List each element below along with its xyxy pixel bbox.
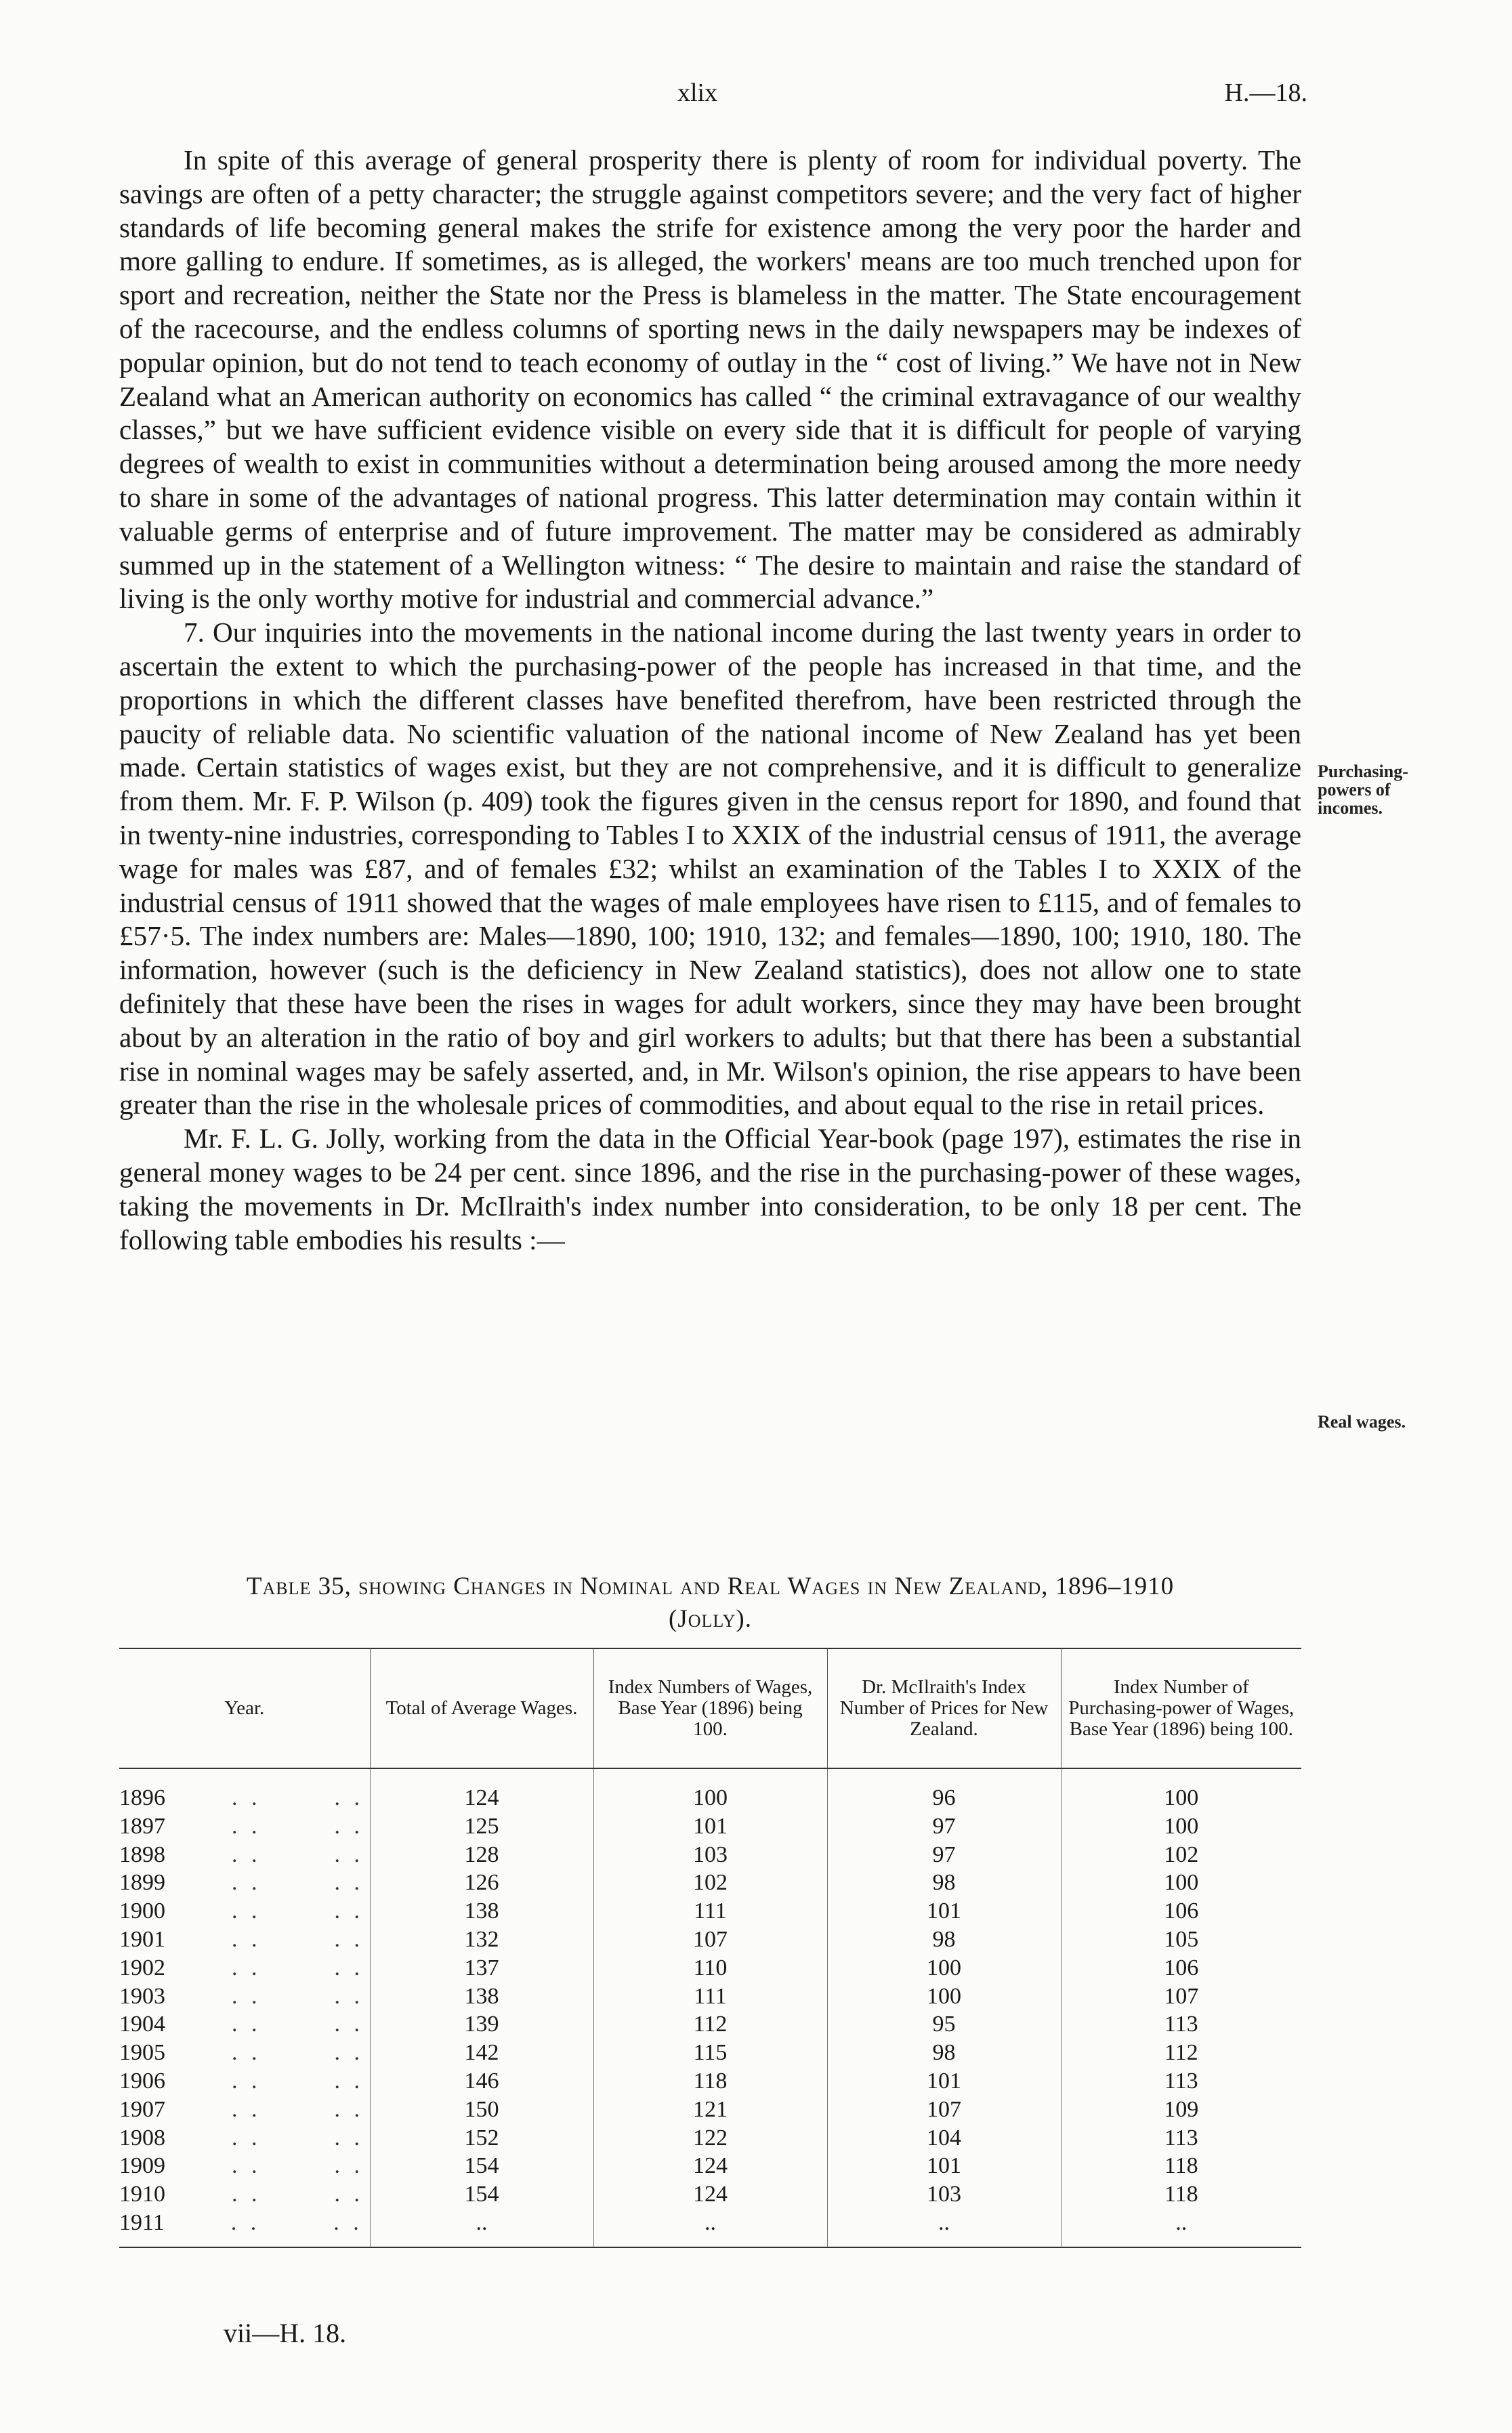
year-label: 1896 [119,1785,165,1810]
year-label: 1897 [119,1813,165,1839]
leader-dots: . . [232,1955,261,1980]
margin-note-purchasing-power: Purchasing-powers of incomes. [1318,762,1408,818]
leader-dots: . . [232,2012,261,2037]
cell-purchasing-power: 105 [1061,1926,1301,1954]
cell-price-index: 98 [827,1926,1061,1954]
cell-purchasing-power: 118 [1061,2152,1301,2180]
leader-dots: . . [334,2125,364,2150]
cell-total-wages: 125 [370,1812,593,1841]
cell-wage-index: 101 [593,1812,827,1841]
leader-dots: . . [334,1813,364,1839]
cell-purchasing-power: 106 [1061,1954,1301,1982]
cell-purchasing-power: 100 [1061,1812,1301,1841]
table-row [119,2180,1301,2209]
table-row [119,2152,1301,2180]
cell-wage-index: 121 [593,2096,827,2124]
year-label: 1907 [119,2096,165,2122]
table-row [119,2124,1301,2153]
cell-total-wages: 128 [370,1841,593,1869]
table-row [119,1897,1301,1926]
cell-purchasing-power: 100 [1061,1768,1301,1812]
cell-year [119,1982,370,2011]
cell-purchasing-power: 100 [1061,1869,1301,1897]
cell-wage-index: 111 [593,1897,827,1926]
leader-dots: . . [334,2182,364,2207]
table-row [119,1982,1301,2011]
year-label: 1898 [119,1842,165,1867]
leader-dots: . . [334,1785,364,1810]
cell-total-wages: 154 [370,2180,593,2209]
cell-year [119,1812,370,1841]
page-footer-signature: vii—H. 18. [224,2318,347,2348]
year-label: 1911 [119,2209,165,2235]
leader-dots: . . [232,1842,261,1867]
table-body [119,1768,1301,2247]
cell-wage-index: 124 [593,2180,827,2209]
cell-year [119,2010,370,2039]
cell-year [119,2180,370,2209]
cell-year [119,2067,370,2096]
cell-wage-index: 122 [593,2124,827,2153]
paragraph-national-income: 7. Our inquiries into the movements in the national income during the last twenty years in order to ascertain the extent to which the purchasing-power of the people has increased in that time, and the proportions in which the different classes have benefited therefrom, have been restricted through the paucity of reliable data. No scientific valuation of the national income of New Zealand has yet been made. Certain statistics of wages exist, but they are not comprehensive, and it is difficult to generalize from them. Mr. F. P. Wilson (p. 409) took the figures given in the census report for 1890, and found that in twenty-nine industries, corresponding to Tables I to XXIX of the industrial census of 1911, the average wage for males was £87, and of females £32; whilst an examination of the Tables I to XXIX of the industrial census of 1911 showed that the wages of male employees have risen to £115, and of females to £57·5. The index numbers are: Males—1890, 100; 1910, 132; and females—1890, 100; 1910, 180. The information, however (such is the deficiency in New Zealand statistics), does not allow one to state definitely that these have been the rises in wages for adult workers, since they may have been brought about by an alteration in the ratio of boy and girl workers to adults; but that there has been a substantial rise in nominal wages may be safely asserted, and, in Mr. Wilson's opinion, the rise appears to have been greater than the rise in the wholesale prices of commodities, and about equal to the rise in retail prices. [119,617,1301,1121]
cell-wage-index: 111 [593,1982,827,2011]
cell-price-index: 107 [827,2096,1061,2124]
table-row [119,2067,1301,2096]
cell-year [119,2124,370,2153]
cell-wage-index: 103 [593,1841,827,1869]
cell-total-wages: 139 [370,2010,593,2039]
cell-price-index: 98 [827,1869,1061,1897]
year-label: 1899 [119,1870,165,1896]
cell-price-index: 104 [827,2124,1061,2153]
cell-wage-index: 118 [593,2067,827,2096]
cell-wage-index: 115 [593,2039,827,2067]
paragraph-poverty: In spite of this average of general prosperity there is plenty of room for individual poverty. The savings are often of a petty character; the struggle against competitors severe; and the very fact of higher standards of life becoming general makes the strife for existence among the very poor the harder and more galling to endure. If sometimes, as is alleged, the workers' means are too much trenched upon for sport and recreation, neither the State nor the Press is blameless in the matter. The State encouragement of the racecourse, and the endless columns of sporting news in the daily newspapers may be indexes of popular opinion, but do not tend to teach economy of outlay in the “ cost of living.” We have not in New Zealand what an American authority on economics has called “ the criminal extravagance of our wealthy classes,” but we have sufficient evidence visible on every side that it is difficult for people of varying degrees of wealth to exist in communities without a determination being aroused among the more needy to share in some of the advantages of national progress. This latter determination may contain within it valuable germs of enterprise and of future improvement. The matter may be considered as admirably summed up in the statement of a Wellington witness: “ The desire to maintain and raise the standard of living is the only worthy motive for industrial and commercial advance.” [119,144,1301,615]
cell-wage-index: 100 [593,1768,827,1812]
cell-year [119,1926,370,1954]
leader-dots: . . [232,1926,261,1952]
margin-note-real-wages: Real wages. [1318,1412,1406,1432]
cell-price-index: 98 [827,2039,1061,2067]
cell-total-wages: 132 [370,1926,593,1954]
leader-dots: . . [232,1785,261,1810]
leader-dots: . . [232,2182,261,2207]
cell-price-index: .. [827,2209,1061,2247]
table-row [119,1812,1301,1841]
table-row [119,2209,1301,2247]
leader-dots: . . [232,1870,261,1896]
year-label: 1906 [119,2068,165,2094]
document-reference: H.—18. [1224,79,1307,107]
cell-total-wages: 137 [370,1954,593,1982]
cell-year [119,1869,370,1897]
page-number: xlix [677,79,718,107]
table-title-line-1: Table 35, showing Changes in Nominal and Real Wages in New Zealand, 1896–1910 [246,1573,1175,1600]
leader-dots: . . [334,1926,364,1952]
cell-year [119,2096,370,2124]
cell-purchasing-power: 113 [1061,2010,1301,2039]
year-label: 1909 [119,2153,165,2179]
cell-total-wages: 150 [370,2096,593,2124]
cell-wage-index: 107 [593,1926,827,1954]
leader-dots: . . [232,2125,261,2150]
cell-year [119,2209,370,2247]
cell-purchasing-power: 102 [1061,1841,1301,1869]
cell-price-index: 103 [827,2180,1061,2209]
cell-year [119,2152,370,2180]
cell-total-wages: 138 [370,1982,593,2011]
cell-wage-index: .. [593,2209,827,2247]
paragraph-jolly: Mr. F. L. G. Jolly, working from the data in the Official Year-book (page 197), estimates the rise in general money wages to be 24 per cent. since 1896, and the rise in the purchasing-power of these wages, taking the movements in Dr. McIlraith's index number into consideration, to be only 18 per cent. The following table embodies his results :— [119,1123,1301,1255]
table-row [119,1954,1301,1982]
cell-purchasing-power: 109 [1061,2096,1301,2124]
column-header-total-wages: Total of Average Wages. [370,1648,593,1768]
cell-price-index: 97 [827,1841,1061,1869]
cell-price-index: 96 [827,1768,1061,1812]
cell-purchasing-power: 107 [1061,1982,1301,2011]
cell-total-wages: .. [370,2209,593,2247]
year-label: 1903 [119,1983,165,2009]
year-label: 1905 [119,2040,165,2066]
cell-year [119,1841,370,1869]
leader-dots: . . [230,2209,261,2235]
cell-wage-index: 124 [593,2152,827,2180]
leader-dots: . . [232,1813,261,1839]
year-label: 1901 [119,1926,165,1952]
cell-year [119,1768,370,1812]
cell-purchasing-power: 112 [1061,2039,1301,2067]
year-label: 1908 [119,2125,165,2150]
cell-total-wages: 124 [370,1768,593,1812]
table-title-line-2: (Jolly). [668,1605,752,1633]
year-label: 1902 [119,1955,165,1980]
cell-year [119,1954,370,1982]
leader-dots: . . [232,2096,261,2122]
leader-dots: . . [334,2096,364,2122]
leader-dots: . . [334,2153,364,2179]
table-row [119,1841,1301,1869]
cell-purchasing-power: 118 [1061,2180,1301,2209]
leader-dots: . . [232,2153,261,2179]
column-header-wage-index: Index Numbers of Wages, Base Year (1896) being 100. [593,1648,827,1768]
cell-price-index: 95 [827,2010,1061,2039]
cell-price-index: 97 [827,1812,1061,1841]
year-label: 1900 [119,1898,165,1924]
page-header [122,78,1307,119]
cell-year [119,2039,370,2067]
cell-wage-index: 112 [593,2010,827,2039]
leader-dots: . . [232,2068,261,2094]
cell-total-wages: 138 [370,1897,593,1926]
cell-price-index: 100 [827,1982,1061,2011]
leader-dots: . . [333,2209,363,2235]
leader-dots: . . [334,2068,364,2094]
table-row [119,2096,1301,2124]
cell-total-wages: 142 [370,2039,593,2067]
leader-dots: . . [334,1842,364,1867]
table-row [119,1768,1301,1812]
cell-purchasing-power: .. [1061,2209,1301,2247]
cell-purchasing-power: 106 [1061,1897,1301,1926]
wages-table-container [119,1648,1301,2248]
cell-price-index: 100 [827,1954,1061,1982]
leader-dots: . . [232,1983,261,2009]
table-title [119,1571,1301,1636]
year-label: 1904 [119,2012,165,2037]
table-row [119,1926,1301,1954]
body-text [119,144,1301,1257]
leader-dots: . . [232,2040,261,2066]
table-row [119,2039,1301,2067]
leader-dots: . . [334,1955,364,1980]
wages-table [119,1648,1301,2248]
table-row [119,1869,1301,1897]
cell-price-index: 101 [827,2152,1061,2180]
cell-total-wages: 146 [370,2067,593,2096]
leader-dots: . . [334,1898,364,1924]
cell-total-wages: 154 [370,2152,593,2180]
leader-dots: . . [232,1898,261,1924]
table-row [119,2010,1301,2039]
cell-year [119,1897,370,1926]
column-header-year: Year. [119,1648,370,1768]
column-header-price-index: Dr. McIlraith's Index Number of Prices for New Zealand. [827,1648,1061,1768]
cell-wage-index: 110 [593,1954,827,1982]
leader-dots: . . [334,1870,364,1896]
cell-purchasing-power: 113 [1061,2067,1301,2096]
leader-dots: . . [334,2040,364,2066]
cell-total-wages: 152 [370,2124,593,2153]
leader-dots: . . [334,2012,364,2037]
cell-total-wages: 126 [370,1869,593,1897]
table-header-row [119,1648,1301,1768]
year-label: 1910 [119,2182,165,2207]
leader-dots: . . [334,1983,364,2009]
cell-price-index: 101 [827,1897,1061,1926]
cell-wage-index: 102 [593,1869,827,1897]
cell-purchasing-power: 113 [1061,2124,1301,2153]
column-header-purchasing-power: Index Number of Purchasing-power of Wages, Base Year (1896) being 100. [1061,1648,1301,1768]
cell-price-index: 101 [827,2067,1061,2096]
